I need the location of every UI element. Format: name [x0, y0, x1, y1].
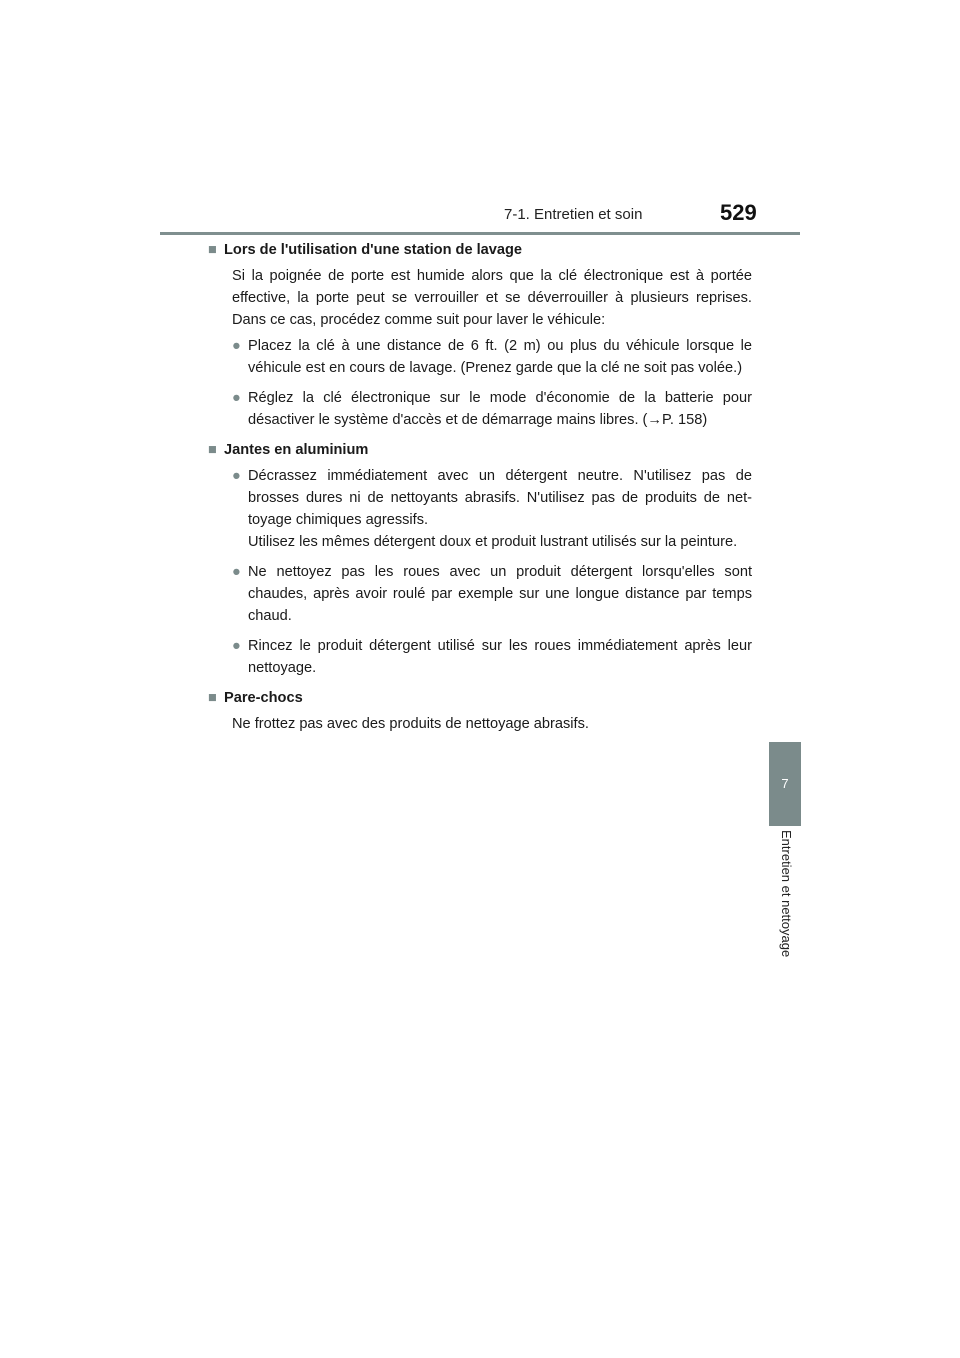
list-item-text: Décrassez immédiatement avec un détergent neutre. N'utilisez pas de brosses dures ni de nettoyants abrasifs. N'utilisez pas de produits de net-toyage chimiques agressifs.	[248, 468, 752, 528]
section-body	[232, 465, 752, 679]
square-marker-icon: ■	[208, 690, 217, 706]
list-item-text: Placez la clé à une distance de 6 ft. (2 m) ou plus du véhicule lorsque le véhicule est en cours de lavage. (Prenez garde que la clé ne soit pas volée.)	[248, 338, 752, 376]
list-item-text: Rincez le produit détergent utilisé sur les roues immédiatement après leur nettoyage.	[248, 638, 752, 676]
header-divider	[160, 232, 800, 235]
square-marker-icon: ■	[208, 442, 217, 458]
list-item	[232, 635, 752, 679]
paragraph: Si la poignée de porte est humide alors que la clé électronique est à portée effective, la porte peut se verrouiller et se déverrouiller à plusieurs reprises. Dans ce cas, procédez comme suit pour laver le véhicule:	[232, 268, 752, 328]
bullet-icon: ●	[232, 390, 241, 406]
section-heading-text: Pare-chocs	[224, 690, 303, 706]
bullet-icon: ●	[232, 638, 241, 654]
square-marker-icon: ■	[208, 242, 217, 258]
section-heading-text: Lors de l'utilisation d'une station de lavage	[224, 242, 523, 258]
chapter-tab	[769, 742, 801, 826]
bullet-icon: ●	[232, 468, 241, 484]
list-item	[232, 335, 752, 379]
section-heading	[208, 687, 752, 709]
list-item	[232, 561, 752, 627]
bullet-icon: ●	[232, 564, 241, 580]
section-heading-text: Jantes en aluminium	[224, 442, 369, 458]
list-item	[232, 465, 752, 553]
bullet-icon: ●	[232, 338, 241, 354]
chapter-number: 7	[781, 776, 789, 791]
page-content	[208, 239, 752, 739]
section-body	[232, 265, 752, 431]
list-item-extra-text: Utilisez les mêmes détergent doux et produit lustrant utilisés sur la peinture.	[248, 534, 738, 550]
list-item-text: Ne nettoyez pas les roues avec un produit détergent lorsqu'elles sont chaudes, après avoir roulé par exemple sur une longue distance par temps chaud.	[248, 564, 752, 624]
chapter-label: Entretien et nettoyage	[779, 830, 794, 958]
section-body	[232, 713, 752, 735]
section-heading	[208, 439, 752, 461]
list-item	[232, 387, 752, 431]
section-heading	[208, 239, 752, 261]
list-item-text: Réglez la clé électronique sur le mode d'économie de la batterie pour désactiver le système d'accès et de démarrage mains libres. (→P. 158)	[248, 390, 752, 428]
paragraph: Ne frottez pas avec des produits de nettoyage abrasifs.	[232, 716, 589, 732]
section-title: 7-1. Entretien et soin	[504, 206, 643, 223]
page-number: 529	[720, 200, 757, 225]
